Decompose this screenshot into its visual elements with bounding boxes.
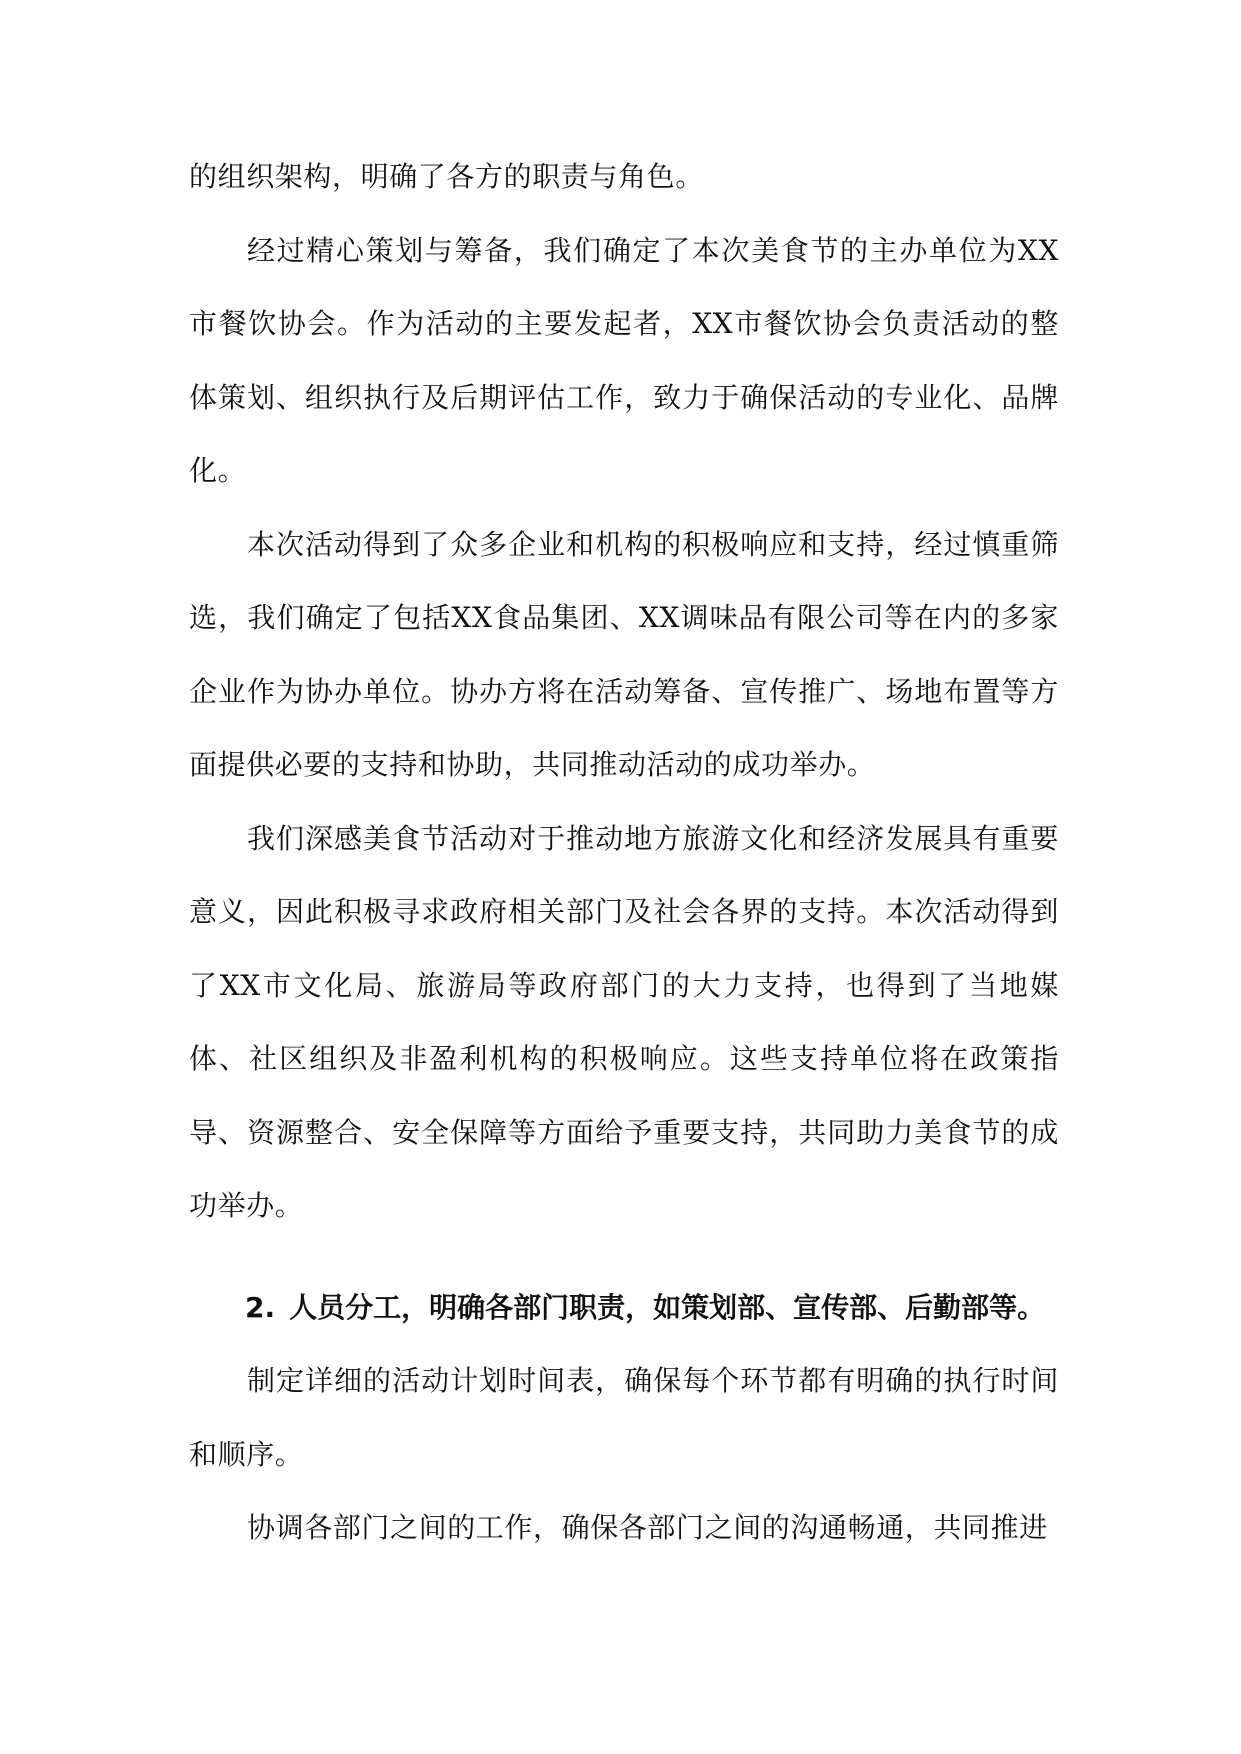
section-title: 人员分工，明确各部门职责，如策划部、宣传部、后勤部等。 (289, 1290, 1046, 1324)
section-heading (189, 1271, 1059, 1345)
document-body (189, 140, 1059, 1565)
paragraph-continuation: 的组织架构，明确了各方的职责与角色。 (189, 160, 704, 193)
paragraph-coordination: 协调各部门之间的工作，确保各部门之间的沟通畅通，共同推进 (247, 1511, 1048, 1544)
paragraph-schedule: 制定详细的活动计划时间表，确保每个环节都有明确的执行时间和顺序。 (189, 1364, 1059, 1471)
paragraph-organizer: 经过精心策划与筹备，我们确定了本次美食节的主办单位为XX市餐饮协会。作为活动的主要发起者，XX市餐饮协会负责活动的整体策划、组织执行及后期评估工作，致力于确保活动的专业化、品牌化。 (189, 233, 1059, 487)
paragraph-supporters: 我们深感美食节活动对于推动地方旅游文化和经济发展具有重要意义，因此积极寻求政府相关部门及社会各界的支持。本次活动得到了XX市文化局、旅游局等政府部门的大力支持，也得到了当地媒体、社区组织及非盈利机构的积极响应。这些支持单位将在政策指导、资源整合、安全保障等方面给予重要支持，共同助力美食节的成功举办。 (189, 821, 1059, 1222)
section-number: 2. (245, 1290, 276, 1324)
paragraph-co-organizers: 本次活动得到了众多企业和机构的积极响应和支持，经过慎重筛选，我们确定了包括XX食品集团、XX调味品有限公司等在内的多家企业作为协办单位。协办方将在活动筹备、宣传推广、场地布置等方面提供必要的支持和协助，共同推动活动的成功举办。 (189, 527, 1059, 781)
